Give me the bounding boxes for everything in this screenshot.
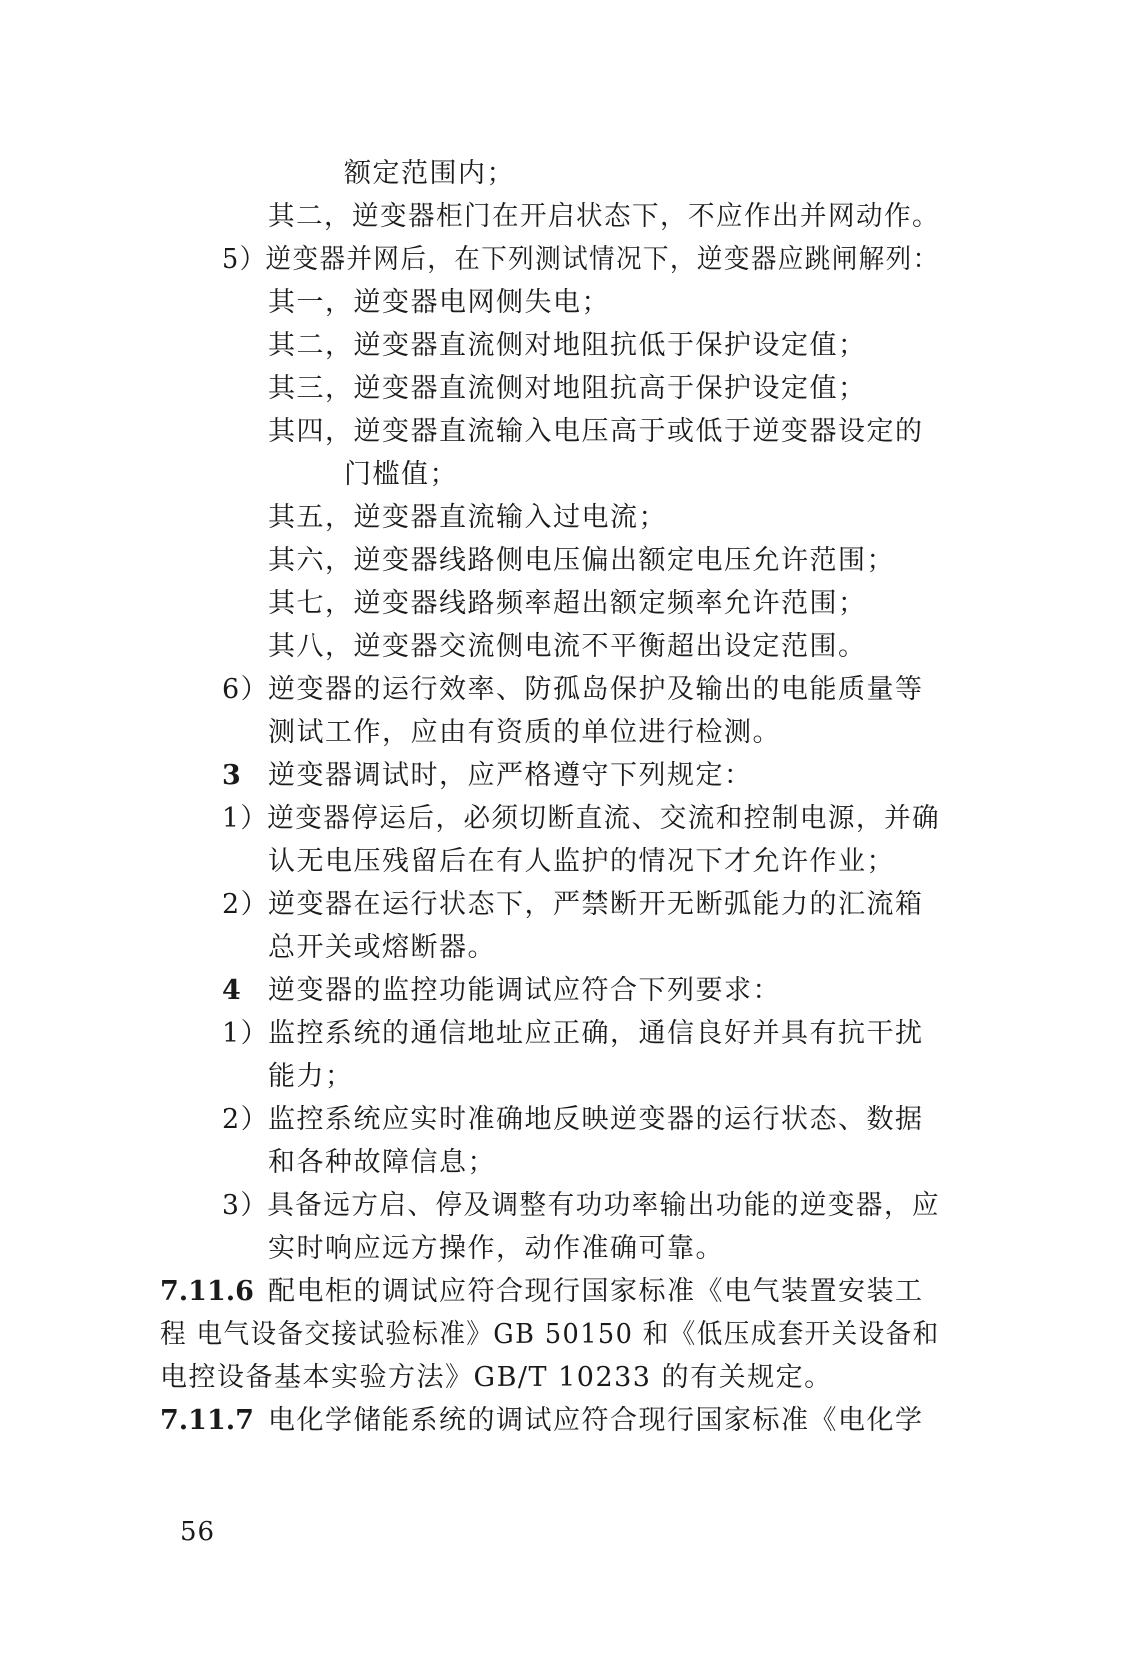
line-text: 其二，逆变器直流侧对地阻抗低于保护设定值； bbox=[268, 330, 867, 361]
line-text: 认无电压残留后在有人监护的情况下才允许作业； bbox=[268, 846, 895, 877]
item-number: 5） bbox=[222, 244, 267, 275]
text-line bbox=[268, 1143, 496, 1183]
item-number: 2） bbox=[222, 1104, 270, 1135]
line-text: 程 电气设备交接试验标准》GB 50150 和《低压成套开关设备和 bbox=[160, 1319, 940, 1350]
list-item bbox=[222, 1100, 924, 1140]
section-number: 7.11.7 bbox=[160, 1405, 254, 1436]
line-text: 其二，逆变器柜门在开启状态下，不应作出并网动作。 bbox=[268, 201, 941, 232]
text-line bbox=[268, 369, 867, 409]
list-item bbox=[222, 885, 924, 925]
text-line bbox=[268, 1057, 354, 1097]
item-number: 2） bbox=[222, 889, 270, 920]
line-text: 其八，逆变器交流侧电流不平衡超出设定范围。 bbox=[268, 631, 867, 662]
clause-item bbox=[222, 971, 781, 1011]
line-text: 监控系统应实时准确地反映逆变器的运行状态、数据 bbox=[268, 1104, 924, 1135]
line-text: 其七，逆变器线路频率超出额定频率允许范围； bbox=[268, 588, 867, 619]
line-text: 实时响应远方操作，动作准确可靠。 bbox=[268, 1233, 724, 1264]
page-number: 56 bbox=[180, 1517, 216, 1547]
text-line bbox=[268, 412, 924, 452]
text-line bbox=[268, 713, 781, 753]
text-line bbox=[268, 928, 496, 968]
text-line bbox=[160, 1358, 833, 1398]
list-item bbox=[222, 1186, 940, 1226]
section-clause bbox=[160, 1272, 924, 1312]
clause-number: 4 bbox=[222, 975, 241, 1006]
text-line bbox=[268, 842, 895, 882]
list-item bbox=[222, 1014, 924, 1054]
line-text: 其四，逆变器直流输入电压高于或低于逆变器设定的 bbox=[268, 416, 924, 447]
line-text: 额定范围内； bbox=[344, 158, 515, 189]
line-text: 具备远方启、停及调整有功功率输出功能的逆变器，应 bbox=[267, 1190, 941, 1221]
line-text: 电化学储能系统的调试应符合现行国家标准《电化学 bbox=[268, 1405, 924, 1436]
line-text: 门槛值； bbox=[344, 459, 458, 490]
text-line bbox=[160, 1315, 940, 1355]
text-line bbox=[268, 326, 867, 366]
line-text: 能力； bbox=[268, 1061, 354, 1092]
item-number: 1） bbox=[222, 803, 269, 834]
text-line bbox=[268, 584, 867, 624]
clause-number: 3 bbox=[222, 760, 241, 791]
line-text: 逆变器的运行效率、防孤岛保护及输出的电能质量等 bbox=[268, 674, 924, 705]
line-text: 总开关或熔断器。 bbox=[268, 932, 496, 963]
text-line bbox=[268, 197, 940, 237]
line-text: 其五，逆变器直流输入过电流； bbox=[268, 502, 667, 533]
line-text: 测试工作，应由有资质的单位进行检测。 bbox=[268, 717, 781, 748]
line-text: 逆变器在运行状态下，严禁断开无断弧能力的汇流箱 bbox=[268, 889, 924, 920]
clause-item bbox=[222, 756, 753, 796]
list-item bbox=[222, 240, 940, 280]
text-line bbox=[268, 1229, 724, 1269]
item-number: 1） bbox=[222, 1018, 270, 1049]
item-number: 3） bbox=[222, 1190, 269, 1221]
list-item bbox=[222, 670, 924, 710]
text-line bbox=[268, 498, 667, 538]
line-text: 其一，逆变器电网侧失电； bbox=[268, 287, 610, 318]
text-line bbox=[268, 627, 867, 667]
line-text: 和各种故障信息； bbox=[268, 1147, 496, 1178]
line-text: 监控系统的通信地址应正确，通信良好并具有抗干扰 bbox=[268, 1018, 924, 1049]
section-clause bbox=[160, 1401, 924, 1441]
text-line bbox=[268, 283, 610, 323]
text-line bbox=[268, 541, 895, 581]
line-text: 逆变器并网后，在下列测试情况下，逆变器应跳闸解列： bbox=[265, 244, 940, 275]
item-number: 6） bbox=[222, 674, 270, 705]
line-text: 配电柜的调试应符合现行国家标准《电气装置安装工 bbox=[268, 1276, 924, 1307]
text-line bbox=[344, 455, 458, 495]
line-text: 逆变器的监控功能调试应符合下列要求： bbox=[268, 975, 781, 1006]
line-text: 其六，逆变器线路侧电压偏出额定电压允许范围； bbox=[268, 545, 895, 576]
line-text: 电控设备基本实验方法》GB/T 10233 的有关规定。 bbox=[160, 1362, 833, 1393]
line-text: 逆变器停运后，必须切断直流、交流和控制电源，并确 bbox=[267, 803, 941, 834]
section-number: 7.11.6 bbox=[160, 1276, 254, 1307]
list-item bbox=[222, 799, 940, 839]
text-line bbox=[344, 154, 515, 194]
line-text: 其三，逆变器直流侧对地阻抗高于保护设定值； bbox=[268, 373, 867, 404]
line-text: 逆变器调试时，应严格遵守下列规定： bbox=[268, 760, 753, 791]
